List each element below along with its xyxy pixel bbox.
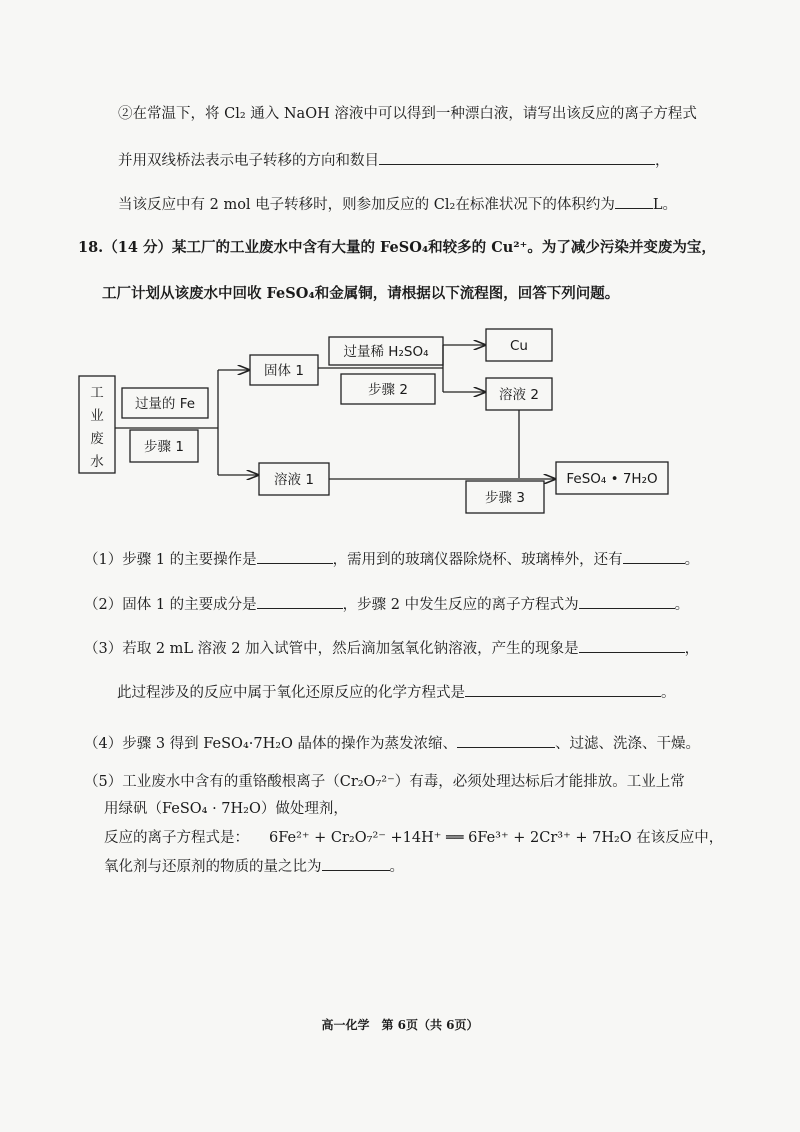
question-3-line2 bbox=[117, 682, 676, 703]
q18-intro-line1: 18.（14 分）某工厂的工业废水中含有大量的 FeSO₄和较多的 Cu²⁺。为了减少污染并变废为宝， bbox=[78, 239, 716, 256]
question-3 bbox=[84, 638, 699, 659]
question-2 bbox=[84, 594, 689, 615]
q5-equation: 6Fe²⁺ + Cr₂O₇²⁻ +14H⁺ ══ 6Fe³⁺ + 2Cr³⁺ + 7H₂O 在该反应中， bbox=[269, 830, 724, 846]
q18-intro-line2: 工厂计划从该废水中回收 FeSO₄和金属铜，请根据以下流程图，回答下列问题。 bbox=[102, 285, 620, 302]
step1-label: 步骤 1 bbox=[144, 439, 184, 455]
q1-text: （1）步骤 1 的主要操作是 bbox=[84, 552, 257, 568]
q3-text: （3）若取 2 mL 溶液 2 加入试管中，然后滴加氢氧化钠溶液，产生的现象是 bbox=[84, 641, 579, 657]
wastewater-char: 水 bbox=[90, 454, 104, 470]
answer-blank[interactable] bbox=[579, 638, 685, 653]
solid1-label: 固体 1 bbox=[264, 363, 304, 379]
answer-blank[interactable] bbox=[257, 549, 333, 564]
q1-end: 。 bbox=[684, 552, 700, 568]
reagent2-label: 过量稀 H₂SO₄ bbox=[343, 344, 429, 360]
page-footer: 高一化学 第 6页（共 6页） bbox=[321, 1018, 479, 1032]
answer-blank[interactable] bbox=[322, 856, 390, 871]
question-5-line3 bbox=[104, 828, 723, 848]
wastewater-char: 工 bbox=[90, 385, 104, 401]
q2-text-mid: ，步骤 2 中发生反应的离子方程式为 bbox=[342, 597, 579, 613]
wastewater-char: 业 bbox=[90, 408, 104, 424]
answer-blank[interactable] bbox=[623, 549, 685, 564]
answer-blank[interactable] bbox=[457, 733, 555, 748]
question-5-line4 bbox=[104, 856, 404, 877]
q17-line3-text: 当该反应中有 2 mol 电子转移时，则参加反应的 Cl₂在标准状况下的体积约为 bbox=[118, 197, 615, 213]
q3-end-2: 。 bbox=[661, 685, 676, 701]
solution1-label: 溶液 1 bbox=[274, 472, 314, 488]
q4-end: 、过滤、洗涤、干燥。 bbox=[555, 736, 701, 752]
q3-end: ， bbox=[684, 641, 700, 657]
question-5-line1: （5）工业废水中含有的重铬酸根离子（Cr₂O₇²⁻）有毒，必须处理达标后才能排放。工业上常 bbox=[84, 774, 685, 790]
q5-text: 反应的离子方程式是： bbox=[104, 830, 249, 846]
flow-diagram bbox=[0, 0, 800, 540]
q2-text: （2）固体 1 的主要成分是 bbox=[84, 597, 257, 613]
step2-label: 步骤 2 bbox=[368, 382, 408, 398]
q17-line1: ②在常温下，将 Cl₂ 通入 NaOH 溶液中可以得到一种漂白液，请写出该反应的离子方程式 bbox=[118, 106, 697, 122]
answer-blank[interactable] bbox=[579, 594, 675, 609]
product-label: FeSO₄ • 7H₂O bbox=[566, 471, 658, 487]
step3-label: 步骤 3 bbox=[485, 490, 525, 506]
q17-line3-end: L。 bbox=[652, 197, 677, 213]
question-5-line2: 用绿矾（FeSO₄ · 7H₂O）做处理剂， bbox=[104, 801, 348, 817]
q4-text: （4）步骤 3 得到 FeSO₄·7H₂O 晶体的操作为蒸发浓缩、 bbox=[84, 736, 458, 752]
question-1 bbox=[84, 549, 699, 570]
q17-line2-text: 并用双线桥法表示电子转移的方向和数目 bbox=[118, 153, 379, 169]
q3-text-2: 此过程涉及的反应中属于氧化还原反应的化学方程式是 bbox=[117, 685, 465, 701]
answer-blank[interactable] bbox=[465, 682, 661, 697]
q5-text-2: 氧化剂与还原剂的物质的量之比为 bbox=[104, 859, 322, 875]
q17-line2-end: ， bbox=[655, 153, 670, 169]
question-4 bbox=[84, 733, 700, 754]
q2-end: 。 bbox=[674, 597, 690, 613]
q5-end: 。 bbox=[389, 859, 404, 875]
cu-label: Cu bbox=[510, 338, 528, 354]
reagent1-label: 过量的 Fe bbox=[134, 396, 196, 412]
q1-text-mid: ，需用到的玻璃仪器除烧杯、玻璃棒外，还有 bbox=[332, 552, 623, 568]
answer-blank[interactable] bbox=[257, 594, 343, 609]
solution2-label: 溶液 2 bbox=[499, 387, 539, 403]
wastewater-char: 废 bbox=[90, 431, 104, 447]
